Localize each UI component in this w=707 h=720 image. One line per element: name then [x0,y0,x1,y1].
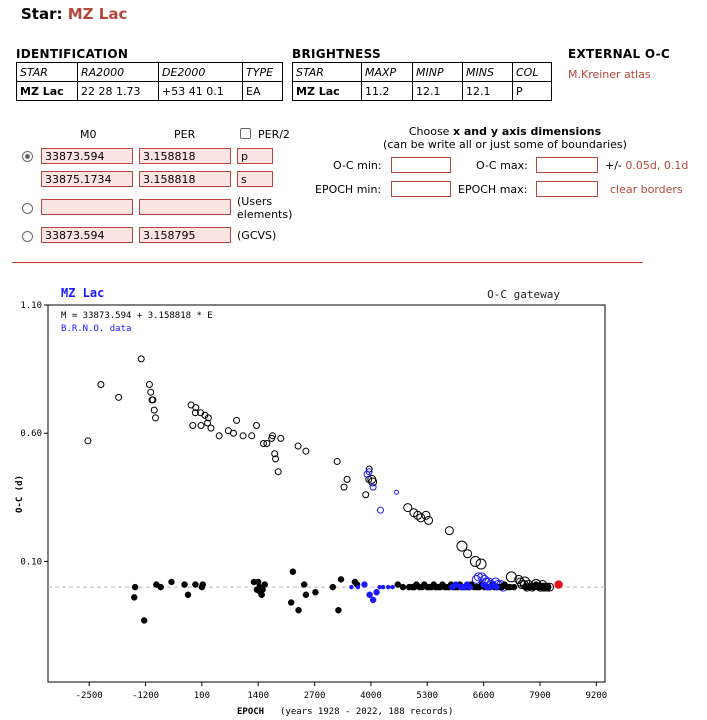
data-point-filled-black [303,592,309,598]
br-value-maxp: 11.2 [362,82,413,101]
x-axis-note: (years 1928 - 2022, 188 records) [280,707,454,717]
brightness-heading: BRIGHTNESS [292,47,381,61]
identification-heading: IDENTIFICATION [16,47,129,61]
br-value-minp: 12.1 [413,82,463,101]
br-header-star: STAR [293,63,362,82]
x-tick-label: -2500 [75,691,103,701]
data-point-filled-blue [349,585,353,589]
chart-source: B.R.N.O. data [61,324,132,334]
br-value-star: MZ Lac [293,82,362,101]
x-tick-label: 5300 [416,691,439,701]
data-point-filled-red [555,581,563,589]
data-point-filled-black [169,579,175,585]
chart-gateway: O-C gateway [487,288,560,301]
data-point-filled-blue [386,585,390,589]
data-point-filled-blue [367,592,373,598]
id-value-ra: 22 28 1.73 [78,82,159,101]
data-point-filled-blue [356,585,360,589]
data-point-filled-black [296,607,302,613]
oc-range-links[interactable]: 0.05d, 0.1d [625,159,689,172]
brightness-table [292,62,552,101]
tag-input-secondary[interactable]: s [237,171,273,187]
chart-formula: M = 33873.594 + 3.158818 * E [61,311,213,321]
data-point-filled-black [301,582,307,588]
per-input-gcvs[interactable]: 3.158795 [139,227,231,243]
epoch-max-label: EPOCH max: [458,183,528,196]
data-point-filled-black [400,584,406,590]
title-prefix: Star: [21,5,63,23]
x-tick-label: 2700 [303,691,326,701]
m0-label: M0 [80,128,97,141]
id-value-type: EA [243,82,283,101]
id-value-star: MZ Lac [17,82,78,101]
kreiner-atlas-link[interactable]: M.Kreiner atlas [568,68,651,81]
id-header-type: TYPE [243,63,283,82]
id-header-ra: RA2000 [78,63,159,82]
data-point-filled-black [185,592,191,598]
x-axis-label: EPOCH [237,707,265,717]
clear-borders-link[interactable]: clear borders [610,183,683,196]
data-point-filled-black [262,582,268,588]
y-tick-label: 0.10 [20,557,42,568]
br-header-maxp: MAXP [362,63,413,82]
data-point-filled-blue [381,585,385,589]
users-elements-label: (Users elements) [237,195,293,221]
per-input-secondary[interactable]: 3.158818 [139,171,231,187]
oc-min-label: O-C min: [333,159,382,172]
page-title [21,5,127,23]
epoch-min-label: EPOCH min: [315,183,382,196]
epoch-max-input[interactable] [536,181,598,197]
axis-choice-subheading: (can be write all or just some of boundaries) [383,138,627,151]
chart-title: MZ Lac [61,286,105,300]
x-tick-label: 6600 [472,691,495,701]
per-input-users[interactable] [139,199,231,215]
data-point-filled-black [182,582,188,588]
epoch-min-input[interactable] [391,181,451,197]
m0-input-users[interactable] [41,199,133,215]
gcvs-label: (GCVS) [237,229,277,242]
data-point-filled-black [312,589,318,595]
identification-table [16,62,283,101]
oc-max-label: O-C max: [476,159,528,172]
data-point-filled-black [141,617,147,623]
br-header-col: COL [513,63,552,82]
data-point-filled-blue [467,584,473,590]
oc-max-input[interactable] [536,157,598,173]
id-header-de: DE2000 [159,63,243,82]
per-label: PER [174,128,196,141]
external-oc-heading: EXTERNAL O-C [568,47,671,61]
br-value-col: P [513,82,552,101]
data-point-filled-black [338,576,344,582]
br-header-minp: MINP [413,63,463,82]
br-value-mins: 12.1 [463,82,513,101]
data-point-filled-black [288,599,294,605]
data-point-filled-blue [361,582,367,588]
per-input-primary[interactable]: 3.158818 [139,148,231,164]
data-point-filled-black [330,584,336,590]
tag-input-primary[interactable]: p [237,148,273,164]
plot-frame [48,305,605,682]
radio-elements-gcvs[interactable] [22,231,33,242]
m0-input-primary[interactable]: 33873.594 [41,148,133,164]
x-tick-label: 4000 [360,691,382,701]
data-point-filled-black [158,584,164,590]
data-point-filled-blue [391,585,395,589]
id-value-de: +53 41 0.1 [159,82,243,101]
x-tick-label: -1200 [131,691,160,701]
x-tick-label: 7900 [529,691,551,701]
data-point-filled-black [290,569,296,575]
axis-choice-heading: Choose x and y axis dimensions [408,125,602,138]
data-point-filled-black [511,584,517,590]
data-point-filled-blue [374,589,380,595]
x-tick-label: 9200 [585,691,608,701]
radio-elements-users[interactable] [22,203,33,214]
divider [12,262,643,263]
data-point-filled-black [335,607,341,613]
data-point-filled-black [131,594,137,600]
star-name: MZ Lac [67,5,128,23]
data-point-filled-black [192,582,198,588]
radio-elements-primary[interactable] [22,151,33,162]
oc-chart [0,280,707,720]
data-point-filled-black [545,584,551,590]
m0-input-secondary[interactable]: 33875.1734 [41,171,133,187]
y-axis-label: O-C (d) [15,475,25,513]
per2-label: PER/2 [258,128,290,141]
br-header-mins: MINS [463,63,513,82]
oc-min-input[interactable] [391,157,451,173]
y-tick-label: 1.10 [20,301,42,311]
id-header-star: STAR [17,63,78,82]
data-point-filled-black [200,582,206,588]
data-point-filled-black [132,584,138,590]
oc-plusminus: +/- 0.05d, 0.1d [605,159,689,172]
m0-input-gcvs[interactable]: 33873.594 [41,227,133,243]
x-tick-label: 1400 [247,691,270,701]
data-point-filled-blue [494,584,500,590]
y-tick-label: 0.60 [20,429,42,440]
x-tick-label: 100 [193,691,211,701]
data-point-filled-blue [370,597,376,603]
per2-checkbox[interactable] [240,128,251,139]
